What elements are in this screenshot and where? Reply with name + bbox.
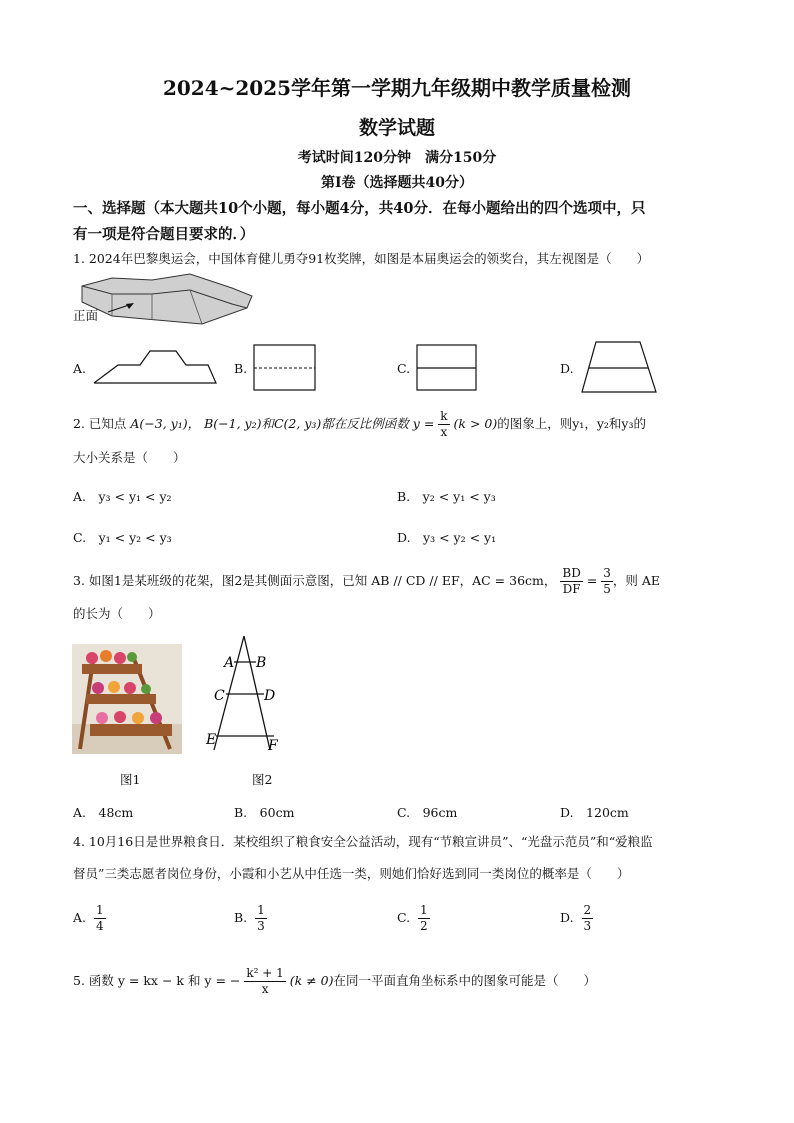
question-4-text: 4. 10月16日是世界粮食日．某校组织了粮食安全公益活动，现有“节粮宣讲员”、“光盘示范员”和“爱粮监 督员”三类志愿者岗位身份，小霞和小艺从中任选一类，则她们恰好选到同一类岗位的概率是（ ） [73, 834, 653, 881]
side-schematic [200, 632, 290, 754]
label-F: F [268, 738, 278, 754]
label-E: E [206, 732, 217, 748]
label-D: D [264, 688, 276, 704]
q3-ratio-fraction: $\frac{BD}{DF}$ [562, 566, 581, 596]
q3-option-b[interactable]: B. 60cm [234, 805, 295, 820]
figure-1-caption: 图1 [120, 772, 141, 787]
q1-option-d-figure [580, 340, 658, 394]
q4-option-d[interactable]: D. $\frac{2}{3}$ [560, 903, 592, 933]
q1-option-d[interactable]: D. [560, 361, 574, 376]
question-5-text: 5. 函数 y = kx − k 和 y = − $\frac{\text{k² + 1}}{x}$ (k ≠ 0)在同一平面直角坐标系中的图象可能是（ ） [73, 966, 596, 996]
subject-title: 数学试题 [358, 117, 435, 139]
question-1-text: 1. 2024年巴黎奥运会，中国体育健儿勇夺91枚奖牌，如图是本届奥运会的领奖台，其左视图是（ ） [73, 251, 650, 266]
q2-option-a[interactable]: A. y₃ < y₁ < y₂ [73, 489, 172, 504]
q4-option-c[interactable]: C. $\frac{1}{2}$ [397, 903, 428, 933]
q1-option-b[interactable]: B. [234, 361, 248, 376]
q2-option-b[interactable]: B. y₂ < y₁ < y₃ [397, 489, 496, 504]
q4-option-b[interactable]: B. $\frac{1}{3}$ [234, 903, 265, 933]
part-title: 第Ⅰ卷（选择题共40分） [320, 175, 474, 191]
label-B: B [256, 655, 267, 671]
section-heading: 一、选择题（本大题共10个小题，每小题4分，共40分．在每小题给出的四个选项中，只 有一项是符合题目要求的．） [73, 200, 646, 243]
front-label: 正面 [73, 308, 99, 323]
exam-title: 2024~2025学年第一学期九年级期中教学质量检测 [162, 76, 632, 100]
question-2-line2: 大小关系是（ ） [73, 450, 186, 465]
q5-fraction: $\frac{\text{k² + 1}}{x}$ [246, 966, 284, 996]
q1-option-b-figure [253, 344, 317, 392]
q3-option-a[interactable]: A. 48cm [73, 805, 134, 820]
q1-option-a[interactable]: A. [73, 361, 87, 376]
label-A: A [224, 655, 235, 671]
question-2-text: 2. 已知点 A(−3, y₁)， B(−1, y₂)和C(2, y₃)都在反比例函数 y = $\frac{k}{x}$ (k > 0)的图象上，则y₁，y₂和y₃的 [73, 409, 646, 439]
q2-fraction: $\frac{k}{x}$ [440, 409, 448, 439]
q2-option-c[interactable]: C. y₁ < y₂ < y₃ [73, 530, 172, 545]
q1-option-c[interactable]: C. [397, 361, 411, 376]
q1-option-a-figure [92, 348, 218, 386]
exam-info: 考试时间120分钟 满分150分 [297, 150, 497, 166]
q3-option-c[interactable]: C. 96cm [397, 805, 458, 820]
flower-rack-photo [72, 644, 182, 754]
podium-figure [72, 272, 262, 332]
figure-2-caption: 图2 [252, 772, 273, 787]
q3-value-fraction: $\frac{3}{5}$ [603, 566, 611, 596]
q2-option-d[interactable]: D. y₃ < y₂ < y₁ [397, 530, 497, 545]
q3-option-d[interactable]: D. 120cm [560, 805, 629, 820]
q1-option-c-figure [416, 344, 478, 392]
q4-option-a[interactable]: A. $\frac{1}{4}$ [73, 903, 104, 933]
question-3-text: 3. 如图1是某班级的花架，图2是其侧面示意图，已知 AB // CD // EF，AC = 36cm， $\frac{BD}{DF}$ = $\frac{3}{5}$ ，则 AE [73, 566, 661, 596]
label-C: C [214, 688, 225, 704]
question-3-line2: 的长为（ ） [73, 606, 161, 621]
